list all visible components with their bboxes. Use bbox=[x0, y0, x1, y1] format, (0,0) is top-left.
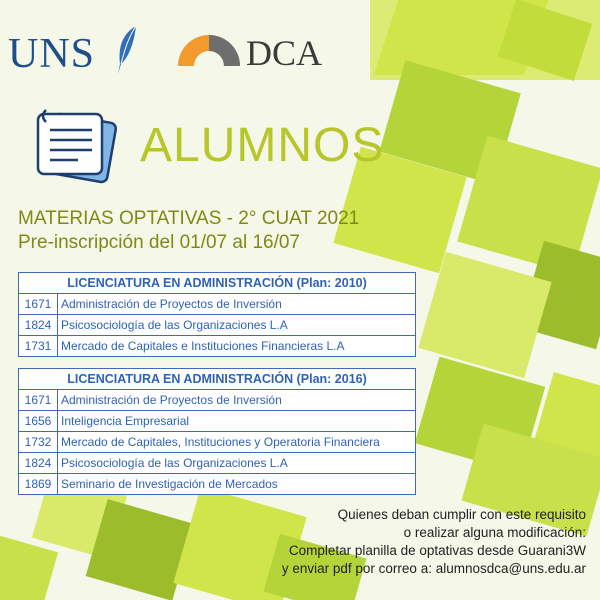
table-row bbox=[19, 453, 415, 474]
course-code: 1869 bbox=[19, 474, 58, 494]
instructions-line: o realizar alguna modificación: bbox=[403, 525, 586, 540]
table-row bbox=[19, 294, 415, 315]
table-heading: LICENCIATURA EN ADMINISTRACIÓN (Plan: 2010) bbox=[19, 273, 415, 294]
table-row bbox=[19, 474, 415, 494]
document-icon bbox=[28, 108, 118, 188]
course-code: 1671 bbox=[19, 390, 58, 410]
course-name: Mercado de Capitales, Instituciones y Operatoria Financiera bbox=[61, 435, 380, 449]
dca-logo: DCA bbox=[246, 33, 323, 73]
table-row bbox=[19, 390, 415, 411]
subtitle-preinscription-dates: Pre-inscripción del 01/07 al 16/07 bbox=[18, 232, 301, 253]
feather-icon bbox=[112, 24, 140, 76]
course-name: Administración de Proyectos de Inversión bbox=[61, 297, 282, 311]
course-code: 1656 bbox=[19, 411, 58, 431]
course-name: Administración de Proyectos de Inversión bbox=[61, 393, 282, 407]
course-code: 1731 bbox=[19, 336, 58, 356]
courses-table-plan-2016 bbox=[18, 368, 416, 495]
table-row bbox=[19, 336, 415, 356]
contact-email-line: y enviar pdf por correo a: alumnosdca@uns.edu.ar bbox=[281, 561, 586, 576]
subtitle-course-term: MATERIAS OPTATIVAS - 2° CUAT 2021 bbox=[18, 208, 360, 229]
course-name: Psicosociología de las Organizaciones L.A bbox=[61, 456, 288, 470]
course-name: Inteligencia Empresarial bbox=[61, 414, 190, 428]
course-name: Seminario de Investigación de Mercados bbox=[61, 477, 278, 491]
dca-logo-mark-icon bbox=[176, 32, 242, 68]
instructions-line: Completar planilla de optativas desde Guarani3W bbox=[288, 543, 586, 558]
course-name: Psicosociología de las Organizaciones L.A bbox=[61, 318, 288, 332]
page-title: ALUMNOS bbox=[140, 119, 385, 172]
course-code: 1824 bbox=[19, 453, 58, 473]
courses-table-plan-2010 bbox=[18, 272, 416, 357]
table-row bbox=[19, 411, 415, 432]
instructions-line: Quienes deban cumplir con este requisito bbox=[337, 507, 586, 522]
table-row bbox=[19, 432, 415, 453]
table-row bbox=[19, 315, 415, 336]
table-heading: LICENCIATURA EN ADMINISTRACIÓN (Plan: 2016) bbox=[19, 369, 415, 390]
course-name: Mercado de Capitales e Instituciones Financieras L.A bbox=[61, 339, 345, 353]
uns-logo: UNS bbox=[8, 31, 96, 77]
course-code: 1671 bbox=[19, 294, 58, 314]
course-code: 1732 bbox=[19, 432, 58, 452]
instructions-text bbox=[282, 506, 586, 578]
course-code: 1824 bbox=[19, 315, 58, 335]
